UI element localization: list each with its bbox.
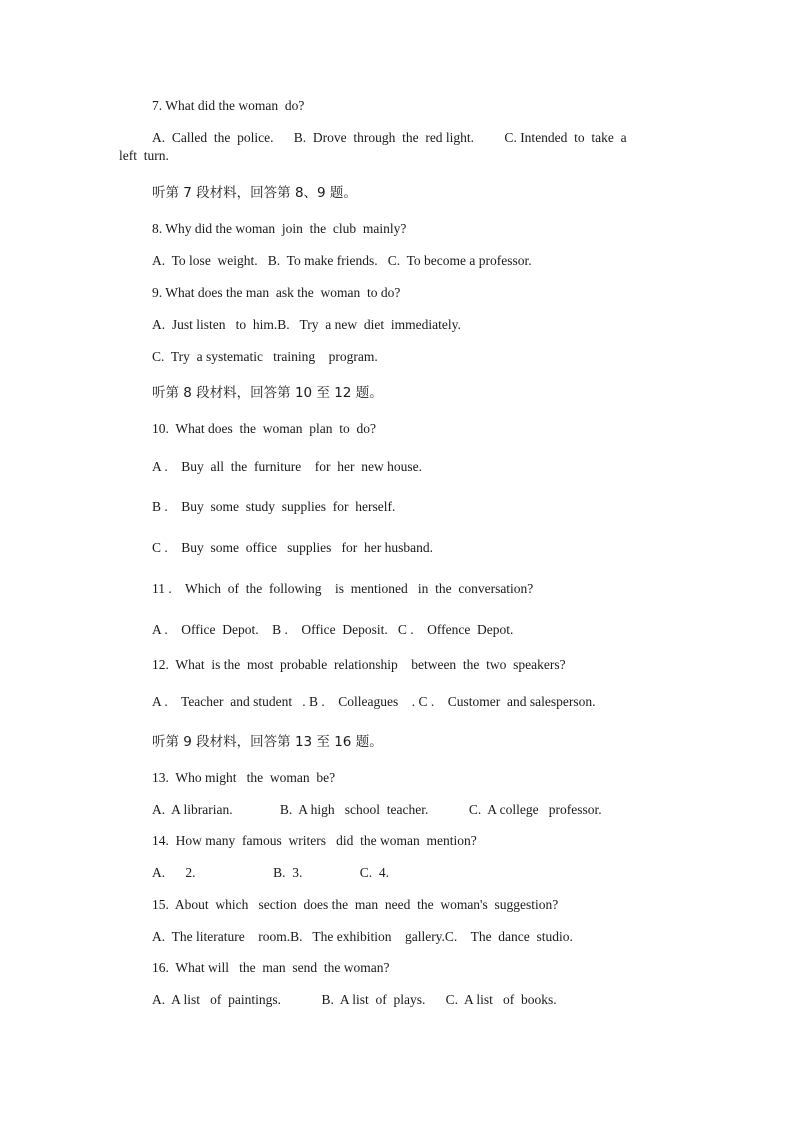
question-10-option-a: A . Buy all the furniture for her new house. <box>152 459 422 474</box>
question-7-options: A. Called the police. B. Drove through the red light. C. Intended to take a <box>152 130 627 145</box>
question-9: 9. What does the man ask the woman to do? <box>152 285 401 300</box>
question-10: 10. What does the woman plan to do? <box>152 421 376 436</box>
section-heading-8: 听第 8 段材料，回答第 10 至 12 题。 <box>152 385 383 401</box>
question-16-options: A. A list of paintings. B. A list of plays. C. A list of books. <box>152 992 557 1007</box>
question-11: 11 . Which of the following is mentioned in the conversation? <box>152 581 534 596</box>
question-8-options: A. To lose weight. B. To make friends. C. To become a professor. <box>152 253 532 268</box>
section-heading-7: 听第 7 段材料，回答第 8、9 题。 <box>152 185 357 201</box>
question-9-options-ab: A. Just listen to him.B. Try a new diet immediately. <box>152 317 461 332</box>
question-13: 13. Who might the woman be? <box>152 770 336 785</box>
question-13-options: A. A librarian. B. A high school teacher. C. A college professor. <box>152 802 602 817</box>
question-14: 14. How many famous writers did the woman mention? <box>152 833 477 848</box>
question-12: 12. What is the most probable relationship between the two speakers? <box>152 657 566 672</box>
section-heading-9: 听第 9 段材料，回答第 13 至 16 题。 <box>152 734 383 750</box>
question-8: 8. Why did the woman join the club mainly? <box>152 221 407 236</box>
question-7: 7. What did the woman do? <box>152 98 305 113</box>
question-11-options: A . Office Depot. B . Office Deposit. C . Offence Depot. <box>152 622 514 637</box>
question-10-option-b: B . Buy some study supplies for herself. <box>152 499 396 514</box>
question-15: 15. About which section does the man need the woman's suggestion? <box>152 897 559 912</box>
question-7-options-continued: left turn. <box>119 148 169 163</box>
question-9-option-c: C. Try a systematic training program. <box>152 349 378 364</box>
question-12-options: A . Teacher and student . B . Colleagues . C . Customer and salesperson. <box>152 694 596 709</box>
question-16: 16. What will the man send the woman? <box>152 960 390 975</box>
question-10-option-c: C . Buy some office supplies for her husband. <box>152 540 433 555</box>
question-14-options: A. 2. B. 3. C. 4. <box>152 865 390 880</box>
question-15-options: A. The literature room.B. The exhibition gallery.C. The dance studio. <box>152 929 573 944</box>
